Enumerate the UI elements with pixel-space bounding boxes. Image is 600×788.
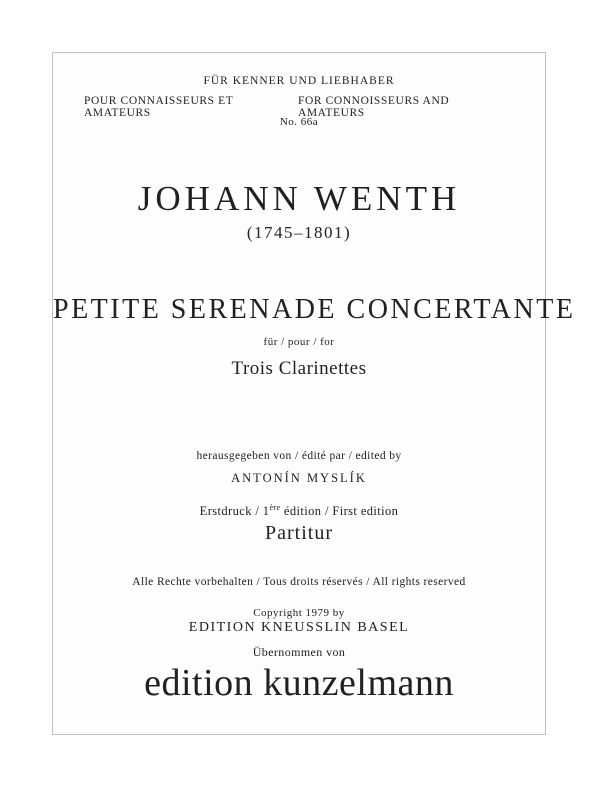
taken-over-label: Übernommen von	[252, 645, 346, 659]
series-number: No. 66a	[279, 116, 319, 128]
first-edition-suffix: édition / First edition	[280, 504, 399, 518]
rights-reserved: Alle Rechte vorbehalten / Tous droits réservés / All rights reserved	[132, 576, 466, 588]
composer-name: JOHANN WENTH	[137, 179, 461, 218]
publisher-original: EDITION KNEUSSLIN BASEL	[188, 620, 410, 635]
score-format: Partitur	[265, 522, 333, 544]
work-title: PETITE SERENADE CONCERTANTE	[53, 294, 576, 325]
publisher-wordmark: edition kunzelmann	[144, 662, 454, 704]
first-edition-prefix: Erstdruck / 1	[199, 504, 270, 518]
for-label: für / pour / for	[263, 336, 335, 348]
composer-dates: (1745–1801)	[246, 223, 352, 242]
copyright-line: Copyright 1979 by	[253, 607, 345, 619]
series-title-german: FÜR KENNER UND LIEBHABER	[203, 75, 395, 87]
first-edition-line	[53, 504, 545, 519]
series-title-french: POUR CONNAISSEURS ET AMATEURS	[84, 95, 234, 119]
instrumentation: Trois Clarinettes	[231, 358, 367, 379]
edited-by-label: herausgegeben von / édité par / edited by	[196, 450, 402, 462]
series-title-english: FOR CONNOISSEURS AND AMATEURS	[297, 95, 450, 119]
title-page-frame	[52, 52, 576, 735]
editor-name: ANTONÍN MYSLÍK	[231, 471, 367, 485]
first-edition-ordinal: ère	[269, 502, 281, 512]
